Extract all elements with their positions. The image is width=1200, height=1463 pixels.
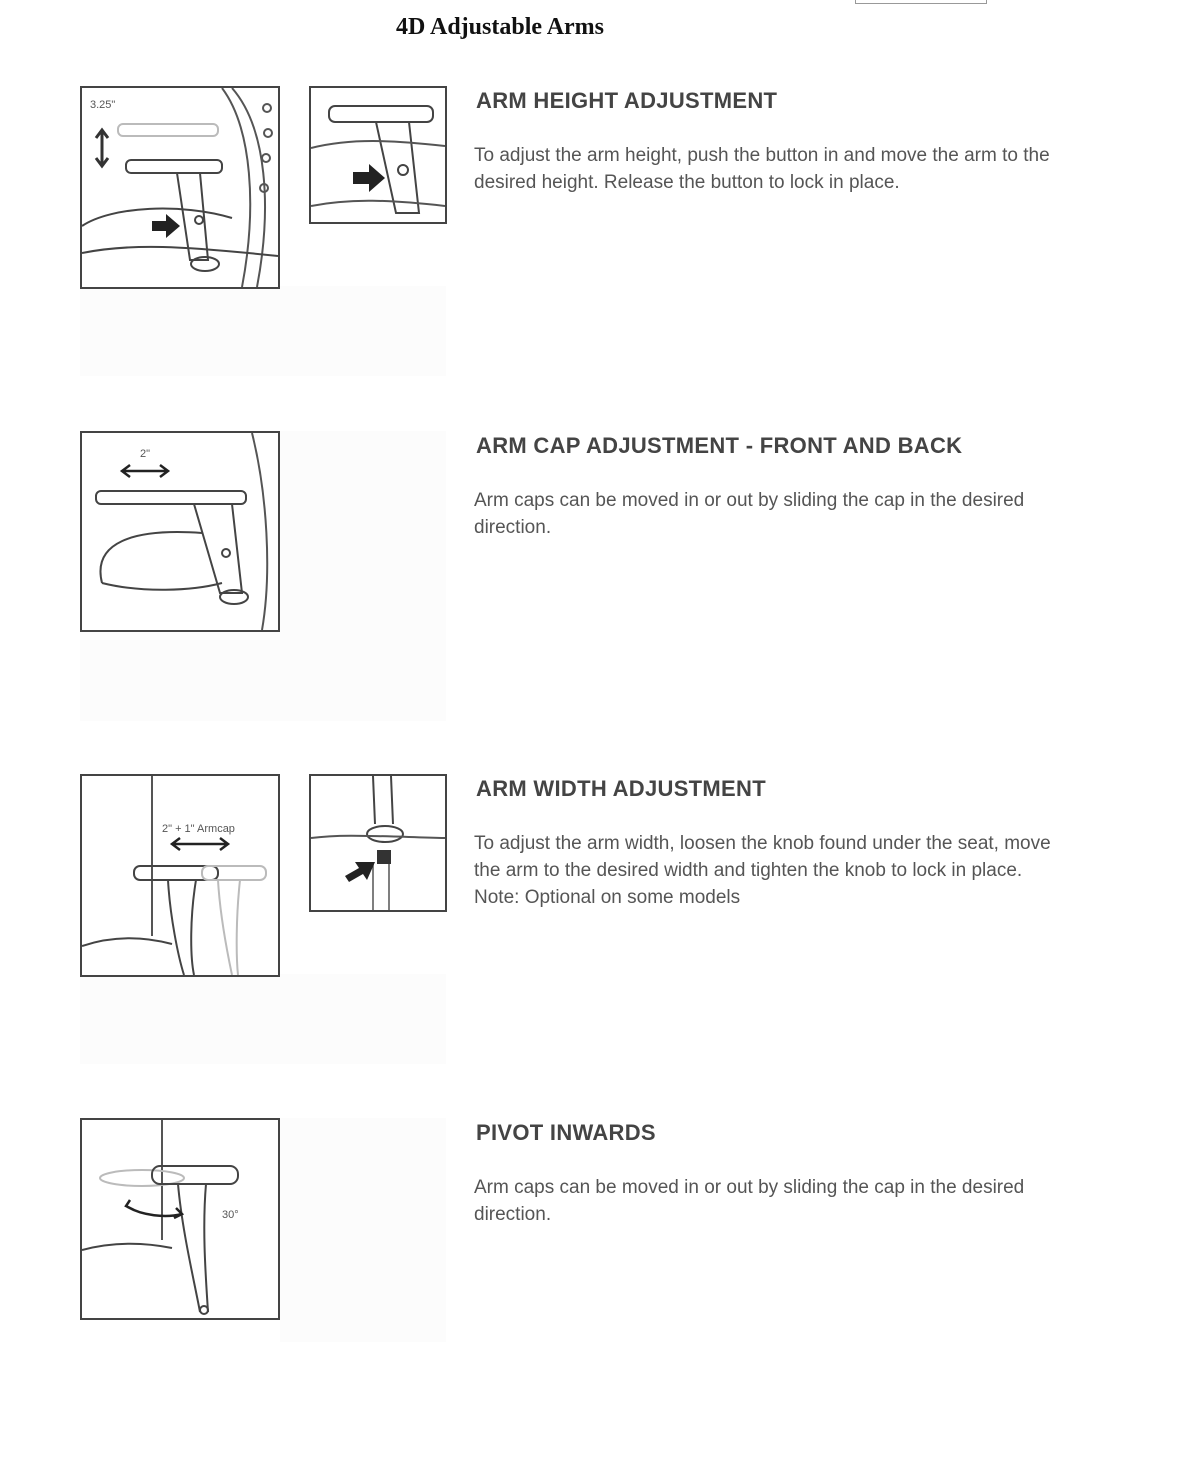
figure-label: 2" + 1" Armcap: [162, 823, 235, 835]
faded-panel: [80, 631, 446, 721]
description-line: direction.: [474, 517, 552, 538]
faded-panel: [80, 286, 446, 376]
section-heading: ARM HEIGHT ADJUSTMENT: [476, 88, 778, 113]
faded-panel: [280, 1118, 446, 1342]
section-heading: ARM WIDTH ADJUSTMENT: [476, 776, 766, 801]
pivot-illustration: [80, 1118, 280, 1320]
arm-cap-illustration: [80, 431, 280, 632]
arm-height-illustration: [80, 86, 280, 289]
width-knob-closeup: [309, 774, 447, 912]
description-line: To adjust the arm width, loosen the knob found under the seat, move: [474, 833, 1051, 854]
section-description: [474, 1174, 1114, 1228]
page-title: 4D Adjustable Arms: [395, 14, 605, 40]
arm-button-closeup: [309, 86, 447, 224]
faded-panel: [80, 974, 446, 1064]
description-line: desired height. Release the button to lock in place.: [474, 172, 900, 193]
section-heading: ARM CAP ADJUSTMENT - FRONT AND BACK: [476, 433, 963, 458]
arm-width-illustration: [80, 774, 280, 977]
section-description: [474, 142, 1114, 196]
section-arm-height: [0, 86, 1200, 431]
description-line: To adjust the arm height, push the button in and move the arm to the: [474, 145, 1050, 166]
figure-label: 2": [140, 448, 151, 460]
section-description: [474, 830, 1114, 911]
description-line: Note: Optional on some models: [474, 887, 741, 908]
section-arm-width: [0, 774, 1200, 1119]
description-line: direction.: [474, 1204, 552, 1225]
description-line: the arm to the desired width and tighten the knob to lock in place.: [474, 860, 1023, 881]
corner-fragment: [855, 0, 987, 4]
section-pivot-inwards: [0, 1118, 1200, 1463]
section-description: [474, 487, 1114, 541]
figure-label: 3.25": [90, 99, 116, 111]
section-heading: PIVOT INWARDS: [476, 1120, 656, 1145]
description-line: Arm caps can be moved in or out by sliding the cap in the desired: [474, 490, 1025, 511]
figure-label: 30°: [222, 1209, 239, 1221]
description-line: Arm caps can be moved in or out by sliding the cap in the desired: [474, 1177, 1025, 1198]
section-arm-cap: [0, 431, 1200, 776]
